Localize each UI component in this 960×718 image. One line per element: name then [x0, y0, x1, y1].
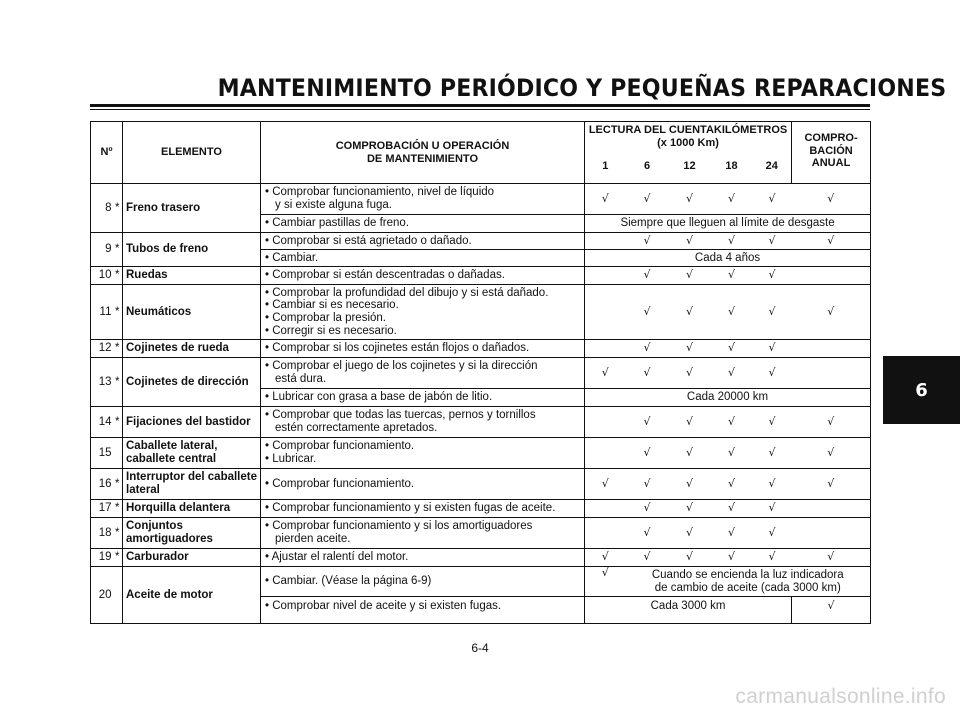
- row-star: *: [113, 549, 123, 567]
- row-element: Tubos de freno: [123, 233, 261, 267]
- check-empty: [585, 407, 626, 438]
- row-element: Freno trasero: [123, 184, 261, 233]
- row-element: Neumáticos: [123, 285, 261, 340]
- header-annual-line2: BACIÓN: [809, 144, 853, 157]
- row-operation: • Comprobar nivel de aceite y si existen fugas.: [261, 597, 585, 624]
- header-km-1: 1: [585, 150, 626, 184]
- check-mark: √: [753, 267, 792, 285]
- check-mark: √: [792, 285, 871, 340]
- operation-line: • Lubricar.: [265, 453, 317, 465]
- check-mark: √: [792, 184, 871, 215]
- row-star: *: [113, 267, 123, 285]
- row-number: 15: [91, 438, 113, 469]
- check-empty: [585, 233, 626, 250]
- row-star: *: [113, 469, 123, 500]
- element-line: Conjuntos: [126, 520, 183, 533]
- check-mark: √: [711, 469, 753, 500]
- table-row: [91, 469, 871, 500]
- header-odometer-line1: LECTURA DEL CUENTAKILÓMETROS: [588, 124, 788, 137]
- check-mark: √: [669, 233, 711, 250]
- check-mark: √: [753, 340, 792, 358]
- table-row: [91, 340, 871, 358]
- row-star: *: [113, 184, 123, 233]
- header-operation-line1: COMPROBACIÓN U OPERACIÓN: [335, 139, 510, 152]
- check-mark: √: [626, 469, 669, 500]
- table-row: [91, 358, 871, 389]
- row-number: 14: [91, 407, 113, 438]
- check-mark: √: [585, 184, 626, 215]
- table-row: [91, 184, 871, 215]
- check-empty: [585, 438, 626, 469]
- header-km-24: 24: [753, 150, 792, 184]
- header-odometer: [585, 122, 792, 150]
- row-number: 19: [91, 549, 113, 567]
- check-mark: √: [753, 233, 792, 250]
- check-mark: √: [669, 549, 711, 567]
- row-star: *: [113, 358, 123, 407]
- row-element: [123, 469, 261, 500]
- check-mark: √: [669, 340, 711, 358]
- row-operation: • Comprobar si está agrietado o dañado.: [261, 233, 585, 250]
- check-mark: √: [626, 340, 669, 358]
- operation-line: pierden aceite.: [275, 533, 351, 545]
- row-operation: [261, 358, 585, 389]
- row-element: Cojinetes de rueda: [123, 340, 261, 358]
- check-mark: √: [711, 438, 753, 469]
- check-empty: [792, 358, 871, 389]
- check-mark: √: [585, 469, 626, 500]
- check-mark: √: [711, 233, 753, 250]
- operation-line: • Comprobar funcionamiento.: [265, 440, 415, 453]
- row-number: 12: [91, 340, 113, 358]
- check-mark: √: [792, 407, 871, 438]
- check-mark: √: [626, 285, 669, 340]
- element-line: Interruptor del caballete: [126, 471, 258, 484]
- operation-line: • Comprobar la presión.: [265, 312, 386, 324]
- check-mark: √: [585, 549, 626, 567]
- check-mark: √: [669, 267, 711, 285]
- check-empty: [585, 500, 626, 518]
- row-operation: • Comprobar funcionamiento y si existen fugas de aceite.: [261, 500, 585, 518]
- operation-line: • Cambiar si es necesario.: [265, 299, 399, 312]
- check-mark: √: [753, 500, 792, 518]
- watermark: carmanualsonline.info: [735, 685, 946, 708]
- check-mark: √: [626, 438, 669, 469]
- row-element: Aceite de motor: [123, 567, 261, 624]
- row-star: [113, 438, 123, 469]
- operation-line: • Comprobar funcionamiento y si los amortiguadores: [265, 520, 533, 533]
- check-mark: √: [753, 407, 792, 438]
- table-header-row: [91, 122, 871, 150]
- row-number: 18: [91, 518, 113, 549]
- check-mark: √: [669, 518, 711, 549]
- row-operation: [261, 518, 585, 549]
- row-operation: • Cambiar pastillas de freno.: [261, 215, 585, 233]
- check-empty: [585, 340, 626, 358]
- row-star: *: [113, 518, 123, 549]
- operation-line: • Comprobar que todas las tuercas, pernos y tornillos: [265, 409, 536, 422]
- row-operation: • Cambiar. (Véase la página 6-9): [261, 567, 585, 597]
- header-operation-line2: DE MANTENIMIENTO: [366, 152, 479, 165]
- check-empty: [585, 267, 626, 285]
- check-mark: √: [669, 184, 711, 215]
- row-number: 11: [91, 285, 113, 340]
- check-mark: √: [669, 358, 711, 389]
- chapter-tab-number: 6: [915, 379, 928, 401]
- table-row: [91, 267, 871, 285]
- operation-line: está dura.: [275, 373, 327, 385]
- maintenance-table: [90, 121, 871, 624]
- row-element: [123, 518, 261, 549]
- row-number: 8: [91, 184, 113, 233]
- row-star: [113, 567, 123, 624]
- row-number: 17: [91, 500, 113, 518]
- row-element: [123, 438, 261, 469]
- row-operation: • Cambiar.: [261, 250, 585, 267]
- check-mark: √: [711, 267, 753, 285]
- check-mark: √: [626, 358, 669, 389]
- row-star: *: [113, 285, 123, 340]
- row-number: 13: [91, 358, 113, 407]
- interval-line: de cambio de aceite (cada 3000 km): [654, 581, 841, 594]
- check-mark: √: [626, 518, 669, 549]
- row-number: 10: [91, 267, 113, 285]
- check-mark: √: [711, 340, 753, 358]
- check-mark: √: [753, 549, 792, 567]
- check-mark: √: [753, 184, 792, 215]
- check-mark: √: [626, 407, 669, 438]
- check-mark: √: [711, 500, 753, 518]
- check-mark: √: [669, 438, 711, 469]
- header-km-6: 6: [626, 150, 669, 184]
- row-element: Fijaciones del bastidor: [123, 407, 261, 438]
- row-operation: • Comprobar si los cojinetes están flojos o dañados.: [261, 340, 585, 358]
- row-operation: • Comprobar funcionamiento.: [261, 469, 585, 500]
- check-mark: √: [711, 184, 753, 215]
- row-interval-span: Cada 4 años: [585, 250, 871, 267]
- check-mark: √: [711, 518, 753, 549]
- table-row: [91, 549, 871, 567]
- check-mark: √: [626, 549, 669, 567]
- operation-line: estén correctamente apretados.: [275, 422, 438, 434]
- check-empty: [792, 267, 871, 285]
- check-mark: √: [626, 184, 669, 215]
- header-annual: [792, 122, 871, 184]
- row-star: *: [113, 407, 123, 438]
- check-empty: [585, 518, 626, 549]
- check-empty: [585, 285, 626, 340]
- operation-line: • Comprobar la profundidad del dibujo y si está dañado.: [265, 286, 549, 299]
- chapter-tab: [883, 356, 960, 424]
- title-rule-thin: [90, 109, 870, 110]
- check-empty: [792, 518, 871, 549]
- row-operation: [261, 438, 585, 469]
- row-number: 9: [91, 233, 113, 267]
- table-row: [91, 567, 871, 597]
- check-mark: √: [792, 469, 871, 500]
- row-operation: [261, 285, 585, 340]
- header-no: Nº: [91, 122, 123, 184]
- row-element: Cojinetes de dirección: [123, 358, 261, 407]
- header-operation: [261, 122, 585, 184]
- check-mark: √: [792, 438, 871, 469]
- element-line: amortiguadores: [126, 533, 213, 545]
- row-operation: • Comprobar si están descentradas o dañadas.: [261, 267, 585, 285]
- check-mark: √: [669, 469, 711, 500]
- header-annual-line3: ANUAL: [811, 157, 851, 170]
- row-number: 16: [91, 469, 113, 500]
- interval-line: Cuando se encienda la luz indicadora: [651, 568, 844, 581]
- title-rule-thick: [90, 104, 870, 107]
- row-star: *: [113, 340, 123, 358]
- table-row: [91, 407, 871, 438]
- check-mark: √: [669, 285, 711, 340]
- row-element: Carburador: [123, 549, 261, 567]
- page-title: MANTENIMIENTO PERIÓDICO Y PEQUEÑAS REPARACIONES: [217, 74, 947, 102]
- check-mark: √: [626, 500, 669, 518]
- row-operation: [261, 407, 585, 438]
- check-mark: √: [711, 285, 753, 340]
- check-mark: √: [669, 407, 711, 438]
- check-mark: √: [626, 267, 669, 285]
- check-mark: √: [753, 438, 792, 469]
- row-operation: • Ajustar el ralentí del motor.: [261, 549, 585, 567]
- header-annual-line1: COMPRO-: [804, 132, 858, 144]
- row-star: *: [113, 500, 123, 518]
- table-row: [91, 285, 871, 340]
- check-mark: √: [626, 233, 669, 250]
- check-mark: √: [711, 407, 753, 438]
- row-star: *: [113, 233, 123, 267]
- operation-line: y si existe alguna fuga.: [275, 199, 392, 211]
- check-mark: √: [753, 518, 792, 549]
- check-empty: [792, 340, 871, 358]
- row-interval-span: Siempre que lleguen al límite de desgaste: [585, 215, 871, 233]
- table-row: [91, 518, 871, 549]
- check-empty: [792, 500, 871, 518]
- operation-line: • Comprobar el juego de los cojinetes y si la dirección: [265, 360, 538, 373]
- row-interval-span: Cada 20000 km: [585, 389, 871, 407]
- header-km-18: 18: [711, 150, 753, 184]
- row-element: Horquilla delantera: [123, 500, 261, 518]
- element-line: lateral: [126, 484, 160, 496]
- check-mark: √: [585, 358, 626, 389]
- page-number: 6-4: [471, 641, 489, 655]
- check-mark: √: [753, 285, 792, 340]
- table-row: [91, 500, 871, 518]
- row-interval-span: Cada 3000 km: [585, 597, 792, 624]
- operation-line: • Comprobar funcionamiento, nivel de líquido: [265, 186, 495, 199]
- operation-line: • Corregir si es necesario.: [265, 324, 397, 337]
- table-row: [91, 233, 871, 250]
- check-mark: √: [711, 358, 753, 389]
- row-operation: • Lubricar con grasa a base de jabón de litio.: [261, 389, 585, 407]
- check-mark: √: [792, 597, 871, 624]
- check-mark: √: [792, 549, 871, 567]
- row-operation: [261, 184, 585, 215]
- row-element: Ruedas: [123, 267, 261, 285]
- check-mark: √: [753, 469, 792, 500]
- check-mark: √: [792, 233, 871, 250]
- element-line: Caballete lateral,: [126, 440, 218, 453]
- row-number: 20: [91, 567, 113, 624]
- check-mark: √: [585, 567, 626, 597]
- row-interval-span: [626, 567, 871, 597]
- check-mark: √: [753, 358, 792, 389]
- element-line: caballete central: [126, 453, 217, 465]
- table-row: [91, 438, 871, 469]
- check-mark: √: [711, 549, 753, 567]
- header-element: ELEMENTO: [123, 122, 261, 184]
- header-odometer-line2: (x 1000 Km): [657, 136, 719, 149]
- header-km-12: 12: [669, 150, 711, 184]
- check-mark: √: [669, 500, 711, 518]
